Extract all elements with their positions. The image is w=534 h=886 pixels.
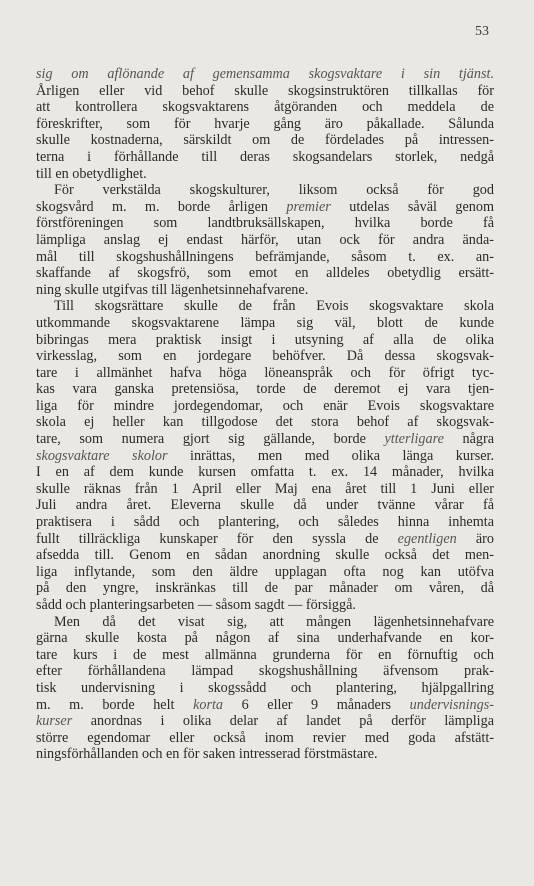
- text-segment: anordnas i olika delar af landet på derför lämpliga: [72, 713, 494, 730]
- text-segment: bibringas mera praktisk insigt i utsyning af alla de olika: [36, 331, 494, 348]
- text-segment: tare, som numera gjort sig gällande, borde: [36, 431, 385, 448]
- text-line: [36, 630, 494, 647]
- text-line: [36, 481, 494, 498]
- text-line: [36, 182, 494, 199]
- text-line: [36, 614, 494, 631]
- emphasized-text: skogsvaktare skolor: [36, 447, 168, 464]
- text-line: [36, 381, 494, 398]
- text-line: [36, 315, 494, 332]
- text-line: [36, 166, 494, 183]
- text-line: [36, 332, 494, 349]
- text-segment: utkommande skogsvaktarene lämpa sig väl, blott de kunde: [36, 314, 494, 331]
- text-segment: gärna skulle kosta på någon af sina underhafvande en kor-: [36, 630, 494, 647]
- text-line: [36, 531, 494, 548]
- text-segment: 6 eller 9 månaders: [223, 696, 410, 713]
- text-line: [36, 746, 494, 763]
- text-segment: tare kurs i de mest allmänna grunderna för en förnuftig och: [36, 646, 494, 663]
- text-segment: liga inflytande, som den äldre upplagan ofta nog kan utöfva: [36, 563, 494, 580]
- text-segment: ningsförhållanden och en för saken intresserad förstmästare.: [36, 746, 378, 763]
- text-segment: Årligen eller vid behof skulle skogsinstruktören tillkallas för: [36, 82, 494, 99]
- text-segment: I en af dem kunde kursen omfatta t. ex. 14 månader, hvilka: [36, 464, 494, 481]
- text-segment: skola ej heller kan tillgodose det stora behof af skogsvak-: [36, 414, 494, 431]
- text-line: [36, 232, 494, 249]
- text-line: [36, 149, 494, 166]
- text-line: [36, 83, 494, 100]
- text-line: [36, 132, 494, 149]
- text-segment: praktisera i sådd och plantering, och således hinna inhemta: [36, 514, 494, 531]
- emphasized-text: undervisnings-: [409, 696, 494, 713]
- text-line: [36, 713, 494, 730]
- text-segment: skulle kostnaderna, särskildt om de fördelades på intressen-: [36, 132, 494, 149]
- text-segment: större egendomar eller också inom revier med goda afstätt-: [36, 729, 494, 746]
- text-line: [36, 265, 494, 282]
- text-segment: att kontrollera skogsvaktarens åtgöranden och meddela de: [36, 99, 494, 116]
- text-segment: utdelas såväl genom: [330, 198, 494, 215]
- text-line: [36, 663, 494, 680]
- text-line: [36, 215, 494, 232]
- text-line: [36, 298, 494, 315]
- text-segment: terna i förhållande till deras skogsandelars storlek, nedgå: [36, 148, 494, 165]
- text-line: [36, 464, 494, 481]
- text-line: [36, 414, 494, 431]
- emphasized-text: premier: [286, 198, 331, 215]
- text-segment: Juli andra året. Eleverna skulle då under tvänne vårar få: [36, 497, 494, 514]
- emphasized-text: kurser: [36, 713, 73, 730]
- text-segment: ning skulle utgifvas till lägenhetsinnehafvarene.: [36, 281, 309, 298]
- text-segment: tisk undervisning i skogssådd och plantering, hjälpgallring: [36, 679, 494, 696]
- text-segment: fullt tillräckliga kunskaper för den syssla de: [36, 530, 398, 547]
- text-line: [36, 431, 494, 448]
- text-segment: afsedda till. Genom en sådan anordning skulle också det men-: [36, 547, 494, 564]
- text-segment: tare i allmänhet hafva höga löneanspråk och för öfrigt tyc-: [36, 364, 494, 381]
- emphasized-text: egentligen: [397, 530, 457, 547]
- text-segment: mål till skogshushållningens befrämjande, såsom t. ex. an-: [36, 248, 494, 265]
- emphasized-text: sig om aflönande af gemensamma skogsvaktare i sin tjänst.: [36, 66, 494, 82]
- text-segment: För verkstälda skogskulturer, liksom också för god: [54, 182, 494, 199]
- text-segment: skaffande af skogsfrö, som emot en alldeles obetydlig ersätt-: [36, 265, 494, 282]
- body-text: [36, 66, 494, 763]
- text-segment: efter förhållandena lämpad skogshushållning äfvensom prak-: [36, 663, 494, 680]
- text-line: [36, 730, 494, 747]
- text-line: [36, 680, 494, 697]
- text-line: [36, 199, 494, 216]
- text-line: [36, 580, 494, 597]
- text-segment: till en obetydlighet.: [36, 165, 147, 182]
- text-segment: skogsvård m. m. borde årligen: [36, 198, 287, 215]
- text-line: [36, 547, 494, 564]
- text-segment: sådd och planteringsarbeten — såsom sagdt — försiggå.: [36, 597, 356, 613]
- text-line: [36, 116, 494, 133]
- text-segment: kas vara ganska pretensiösa, torde de deremot ej vara tjen-: [36, 381, 494, 398]
- emphasized-text: korta: [193, 696, 224, 713]
- text-line: [36, 398, 494, 415]
- text-segment: m. m. borde helt: [36, 696, 194, 713]
- text-segment: lämpliga anslag ej endast härför, utan ock för andra ända-: [36, 231, 494, 248]
- emphasized-text: ytterligare: [384, 431, 444, 448]
- text-segment: skulle räknas från 1 April eller Maj ena året till 1 Juni eller: [36, 480, 494, 497]
- text-line: [36, 497, 494, 514]
- text-segment: äro: [456, 530, 494, 547]
- text-segment: virkesslag, som en jordegare behöfver. Då dessa skogsvak-: [36, 348, 494, 365]
- text-segment: Men då det visat sig, att mången lägenhetsinnehafvare: [54, 613, 494, 630]
- text-line: [36, 66, 494, 83]
- text-line: [36, 99, 494, 116]
- text-segment: Till skogsrättare skulle de från Evois skogsvaktare skola: [54, 298, 494, 315]
- text-line: [36, 365, 494, 382]
- text-line: [36, 514, 494, 531]
- text-line: [36, 348, 494, 365]
- text-line: [36, 249, 494, 266]
- text-segment: föreskrifter, som för hvarje gång äro påkallade. Sålunda: [36, 115, 494, 132]
- text-line: [36, 448, 494, 465]
- text-line: [36, 282, 494, 299]
- text-segment: inrättas, men med olika länga kurser.: [167, 447, 494, 464]
- text-line: [36, 597, 494, 614]
- text-line: [36, 647, 494, 664]
- text-segment: förstföreningen som landtbruksällskapen, hvilka borde få: [36, 215, 494, 232]
- text-segment: några: [443, 431, 494, 448]
- text-line: [36, 564, 494, 581]
- text-segment: på den yngre, inskränkas till de par månader om våren, då: [36, 580, 494, 597]
- text-segment: liga för mindre jordegendomar, och enär Evois skogsvaktare: [36, 397, 494, 414]
- text-line: [36, 697, 494, 714]
- page-number: 53: [475, 24, 489, 39]
